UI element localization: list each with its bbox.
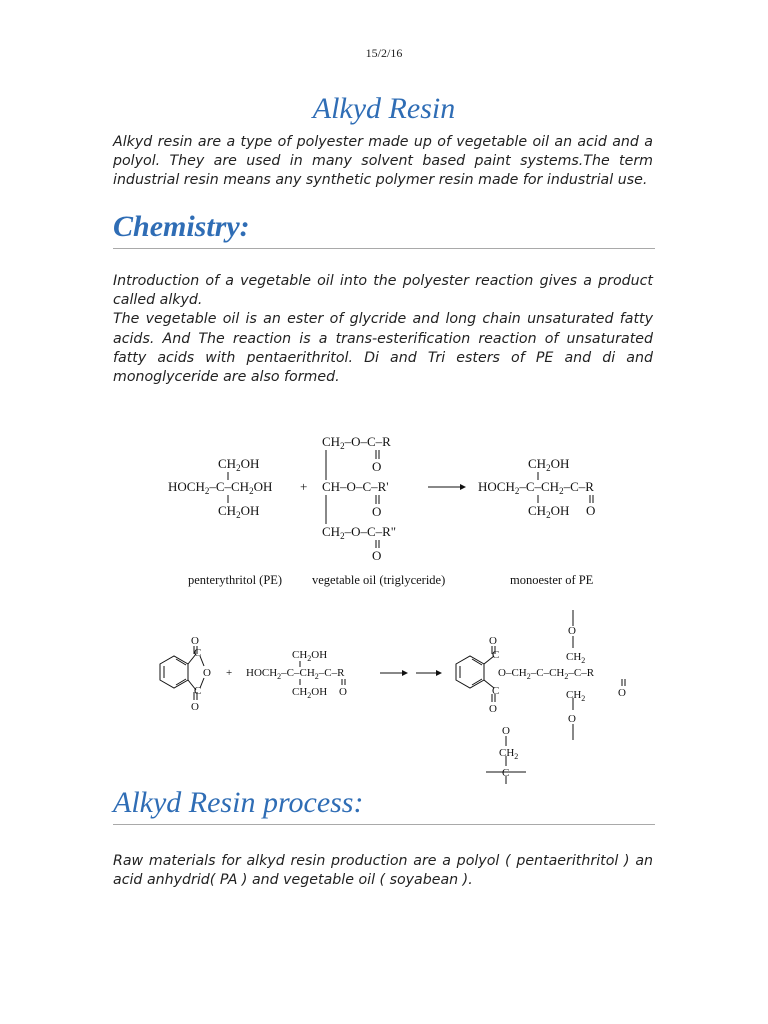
svg-text:O: O [372,548,382,563]
svg-text:O: O [372,504,382,519]
svg-text:CH2OH: $CH_2OH$ [218,456,260,473]
svg-text:HOCH2–C–CH2–C–R: $HOCH_2-C-CH_2-C-R$ [246,667,345,681]
page-title: Alkyd Resin [312,92,456,125]
svg-text:O: O [586,503,596,518]
svg-text:O: O [489,703,497,715]
process-paragraph [113,852,653,890]
svg-text:CH2OH: $CH_2OH$ [292,686,328,700]
svg-text:O: O [339,686,347,698]
chemistry-text-1: Introduction of a vegetable oil into the polyester reaction gives a product called alkyd. [113,273,653,309]
chemistry-heading: Chemistry: [113,210,655,249]
svg-text:CH2OH: $CH_2OH$ [528,456,570,473]
svg-text:C: C [194,685,202,697]
process-heading: Alkyd Resin process: [113,786,655,825]
svg-text:O: O [568,625,576,637]
reaction-scheme-transesterification [160,428,630,596]
svg-text:C: C [492,649,500,661]
svg-text:CH2: $CH_2$ [566,651,586,665]
chemistry-text-2: The vegetable oil is an ester of glycride and long chain unsaturated fatty acids. And The reaction is a trans-esterification reaction of unsaturated fatty acids with pentaerithritol. Di and Tri esters of PE and di and monoglyceride are also formed. [113,311,653,386]
svg-text:+: + [226,667,233,679]
reaction-scheme-polyesterification [130,606,660,786]
svg-text:C: C [502,767,510,779]
svg-text:O: O [191,701,199,713]
svg-text:HOCH2–C–CH2–C–R: $HOCH_2-C-CH_2-C-R$ [478,479,594,496]
svg-text:O: O [568,713,576,725]
intro-text: Alkyd resin are a type of polyester made up of vegetable oil an acid and a polyol. They are used in many solvent based paint systems.The term industrial resin means any synthetic polymer resin made for industrial use. [113,134,653,189]
svg-text:O: O [618,687,626,699]
svg-text:CH2–O–C–R: $CH_2-O-C-R$ [322,434,391,451]
svg-text:CH2OH: $CH_2OH$ [218,503,260,520]
page-date: 15/2/16 [365,46,403,60]
chemistry-paragraph [113,272,653,387]
svg-text:C: C [492,685,500,697]
svg-text:HOCH2–C–CH2OH: $HOCH_2-C-CH_2OH$ [168,479,273,496]
label-oil: vegetable oil (triglyceride) [312,573,446,587]
svg-text:O: O [489,635,497,647]
svg-text:CH2: $CH_2$ [566,689,586,703]
svg-text:CH–O–C–R': CH–O–C–R' [322,479,389,494]
label-pe: penterythritol (PE) [188,573,283,587]
intro-paragraph [113,133,653,191]
svg-text:O: O [372,459,382,474]
svg-text:C: C [194,647,202,659]
svg-text:O: O [203,667,211,679]
svg-text:+: + [300,479,308,494]
svg-text:CH2OH: $CH_2OH$ [292,649,328,663]
svg-text:CH2OH: $CH_2OH$ [528,503,570,520]
svg-text:O: O [191,635,199,647]
svg-text:CH2–O–C–R": $CH_2-O-C-R$" [322,524,397,541]
label-product: monoester of PE [510,573,594,587]
svg-text:O: O [502,725,510,737]
svg-text:O–CH2–C–CH2–C–R: $O-CH_2-C-CH_2-C-R$ [498,667,595,681]
svg-text:CH2: $CH_2$ [499,747,519,761]
process-text: Raw materials for alkyd resin production are a polyol ( pentaerithritol ) an acid anhydrid( PA ) and vegetable oil ( soyabean ). [113,853,653,889]
